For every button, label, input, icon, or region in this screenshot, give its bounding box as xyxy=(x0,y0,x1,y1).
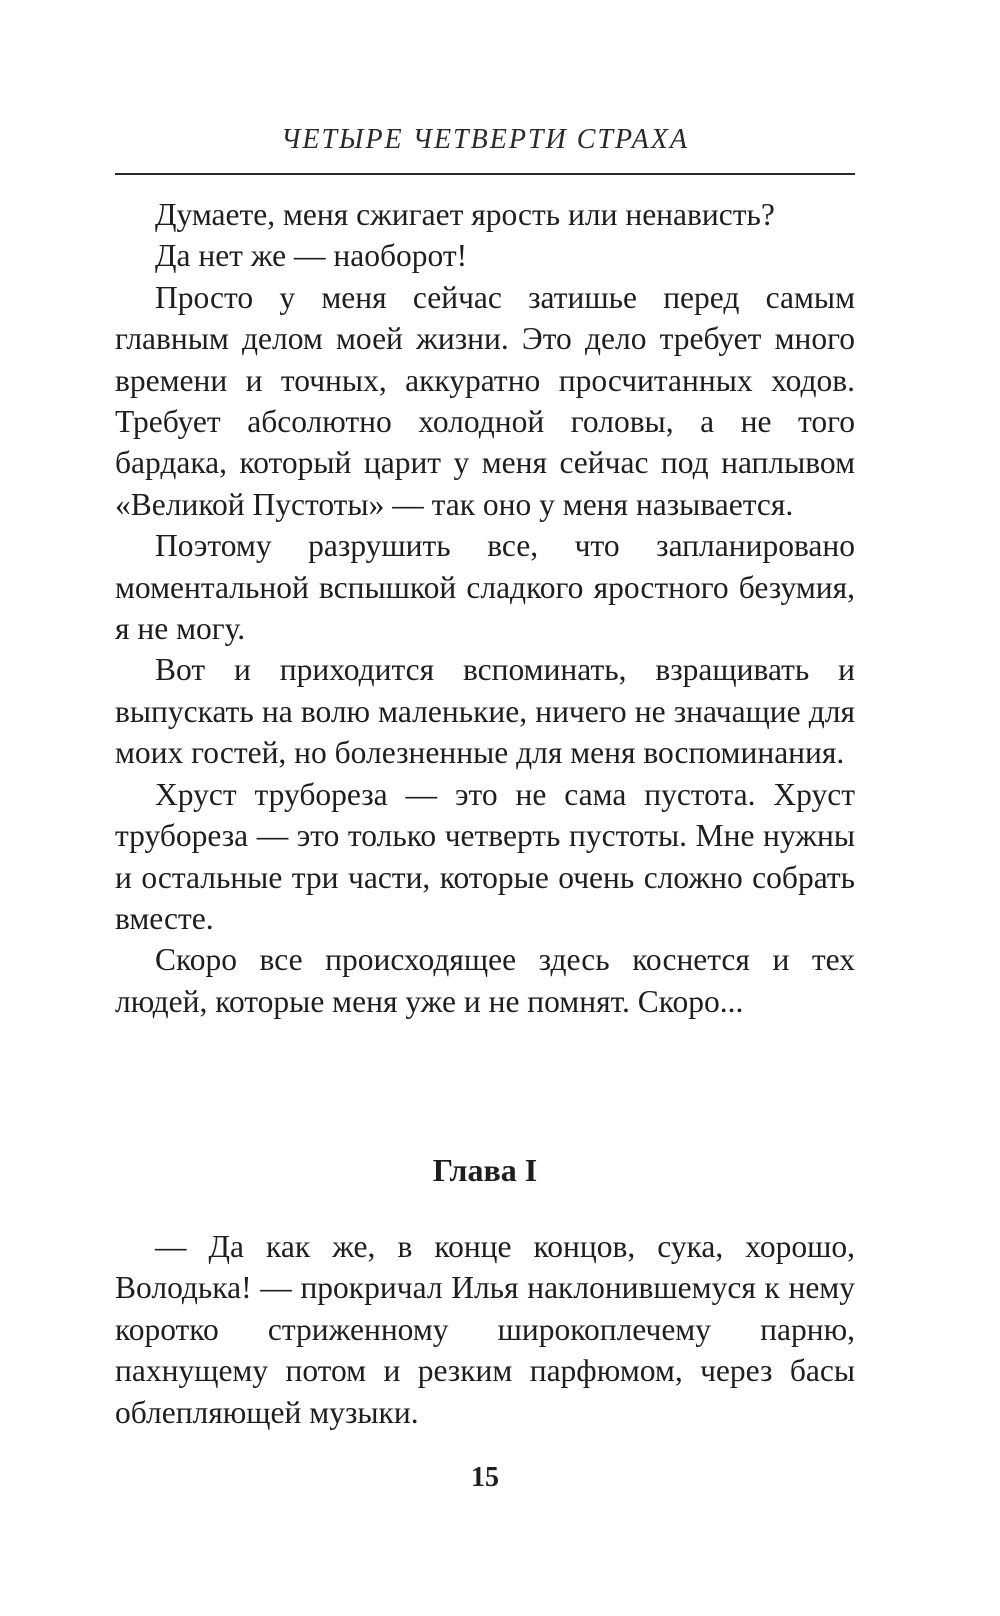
paragraph: Думаете, меня сжигает ярость или ненависть? xyxy=(155,197,775,232)
paragraph: Поэтому разрушить все, что запланировано моментальной вспышкой сладкого яростного безумия, я не могу. xyxy=(115,528,855,647)
paragraph: Да нет же — наоборот! xyxy=(155,238,468,274)
paragraph: Вот и приходится вспоминать, взращивать и выпускать на волю маленькие, ничего не значащие для моих гостей, но болезненные для меня воспоминания. xyxy=(115,652,855,771)
chapter-title: Глава I xyxy=(432,1152,538,1188)
paragraph: — Да как же, в конце концов, сука, хорошо, Володька! — прокричал Илья наклонившемуся к нему коротко стриженному широкоплечему парню, пахнущему потом и резким парфюмом, через басы облепляющей музыки. xyxy=(115,1229,855,1430)
body-text-after-chapter xyxy=(115,1226,855,1433)
running-head: ЧЕТЫРЕ ЧЕТВЕРТИ СТРАХА xyxy=(281,124,689,155)
page-number: 15 xyxy=(471,1462,499,1493)
paragraph: Скоро все происходящее здесь коснется и тех людей, которые меня уже и не помнят. Скоро... xyxy=(115,942,855,1019)
body-text-before-chapter xyxy=(115,194,855,1022)
paragraph: Просто у меня сейчас затишье перед самым главным делом моей жизни. Это дело требует много времени и точных, аккуратно просчитанных ходов. Требует абсолютно холодной головы, а не того бардака, который царит у меня сейчас под наплывом «Великой Пустоты» — так оно у меня называется. xyxy=(115,279,855,522)
header-rule xyxy=(115,173,855,175)
paragraph: Хруст трубореза — это не сама пустота. Хруст трубореза — это только четверть пустоты. Мне нужны и остальные три части, которые очень сложно собрать вместе. xyxy=(115,776,855,936)
